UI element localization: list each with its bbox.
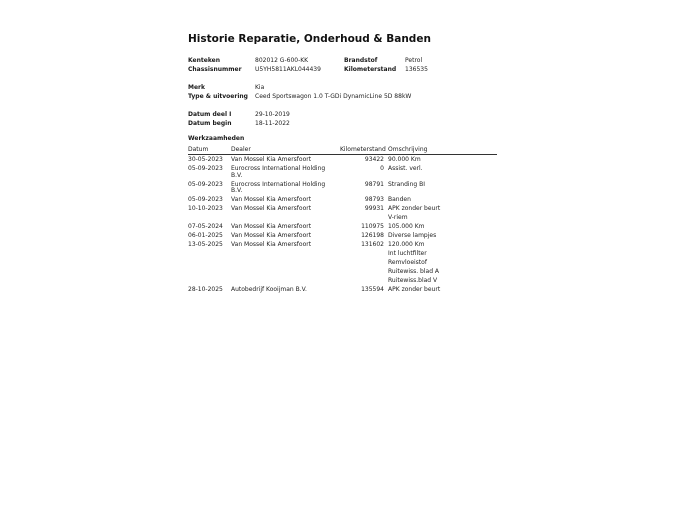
row-omschrijving: Ruitewiss.blad V bbox=[388, 277, 438, 284]
merk-label: Merk bbox=[188, 84, 205, 91]
row-dealer: Van Mossel Kia Amersfoort bbox=[231, 196, 312, 203]
row-datum: 28-10-2025 bbox=[188, 286, 223, 293]
row-omschrijving: Remvloeistof bbox=[388, 259, 427, 266]
row-omschrijving: APK zonder beurt bbox=[388, 205, 441, 212]
kenteken-value: 802012 G-600-KK bbox=[255, 57, 309, 64]
type-value: Ceed Sportswagon 1.0 T-GDi DynamicLine 5D 88kW bbox=[255, 93, 412, 100]
datum-begin-value: 18-11-2022 bbox=[255, 120, 290, 127]
row-omschrijving: 90.000 Km bbox=[388, 156, 421, 163]
row-dealer: Van Mossel Kia Amersfoort bbox=[231, 156, 312, 163]
row-omschrijving: Stranding BI bbox=[388, 180, 425, 188]
datum-deel-value: 29-10-2019 bbox=[255, 111, 290, 118]
kilometerstand-label: Kilometerstand bbox=[344, 66, 397, 73]
row-kilometerstand: 98793 bbox=[364, 196, 384, 203]
row-datum: 05-09-2023 bbox=[188, 196, 223, 203]
column-header-dealer: Dealer bbox=[231, 146, 251, 153]
brandstof-value: Petrol bbox=[405, 57, 423, 64]
chassis-label: Chassisnummer bbox=[188, 66, 242, 73]
row-datum: 05-09-2023 bbox=[188, 180, 223, 188]
type-label: Type & uitvoering bbox=[188, 93, 248, 100]
row-datum: 05-09-2023 bbox=[188, 165, 223, 172]
row-kilometerstand: 135594 bbox=[361, 286, 384, 293]
kilometerstand-value: 136535 bbox=[405, 66, 428, 73]
row-dealer: B.V. bbox=[231, 171, 243, 179]
row-dealer: Van Mossel Kia Amersfoort bbox=[231, 223, 312, 230]
row-omschrijving: Banden bbox=[388, 196, 411, 203]
row-kilometerstand: 131602 bbox=[361, 241, 384, 248]
row-dealer: Eurocross International Holding bbox=[231, 180, 326, 188]
row-datum: 30-05-2023 bbox=[188, 156, 223, 163]
row-omschrijving: 120.000 Km bbox=[388, 241, 425, 248]
row-datum: 07-05-2024 bbox=[188, 223, 223, 230]
merk-value: Kia bbox=[255, 84, 265, 91]
row-kilometerstand: 99931 bbox=[364, 205, 384, 212]
kenteken-label: Kenteken bbox=[188, 57, 220, 64]
header-divider bbox=[188, 154, 497, 155]
column-header-kilometerstand: Kilometerstand bbox=[340, 146, 386, 153]
row-omschrijving: Int luchtfilter bbox=[388, 250, 427, 257]
werkzaamheden-heading: Werkzaamheden bbox=[188, 135, 245, 142]
datum-begin-label: Datum begin bbox=[188, 120, 232, 127]
chassis-value: U5YH5811AKL044439 bbox=[255, 66, 321, 73]
row-omschrijving: 105.000 Km bbox=[388, 223, 425, 230]
row-kilometerstand: 126198 bbox=[361, 232, 384, 239]
row-omschrijving: Assist. verl. bbox=[388, 165, 423, 172]
row-datum: 13-05-2025 bbox=[188, 241, 223, 248]
row-kilometerstand: 110975 bbox=[361, 223, 384, 230]
row-dealer: Autobedrijf Kooijman B.V. bbox=[231, 286, 307, 293]
row-dealer: Van Mossel Kia Amersfoort bbox=[231, 232, 312, 239]
column-header-datum: Datum bbox=[188, 146, 209, 153]
row-dealer: Van Mossel Kia Amersfoort bbox=[231, 241, 312, 248]
column-header-omschrijving: Omschrijving bbox=[388, 146, 428, 153]
row-omschrijving: Ruitewiss. blad A bbox=[388, 268, 440, 275]
row-kilometerstand: 98791 bbox=[364, 180, 384, 188]
page-title: Historie Reparatie, Onderhoud & Banden bbox=[188, 33, 431, 45]
row-dealer: B.V. bbox=[231, 187, 243, 194]
datum-deel-label: Datum deel I bbox=[188, 111, 232, 118]
row-kilometerstand: 93422 bbox=[364, 156, 384, 163]
row-omschrijving: Diverse lampjes bbox=[388, 232, 437, 239]
row-omschrijving: V-riem bbox=[388, 214, 408, 221]
row-dealer: Van Mossel Kia Amersfoort bbox=[231, 205, 312, 212]
row-kilometerstand: 0 bbox=[380, 165, 384, 172]
brandstof-label: Brandstof bbox=[344, 57, 378, 64]
row-omschrijving: APK zonder beurt bbox=[388, 286, 441, 293]
row-datum: 10-10-2023 bbox=[188, 205, 223, 212]
row-datum: 06-01-2025 bbox=[188, 232, 223, 239]
row-dealer: Eurocross International Holding bbox=[231, 165, 326, 172]
